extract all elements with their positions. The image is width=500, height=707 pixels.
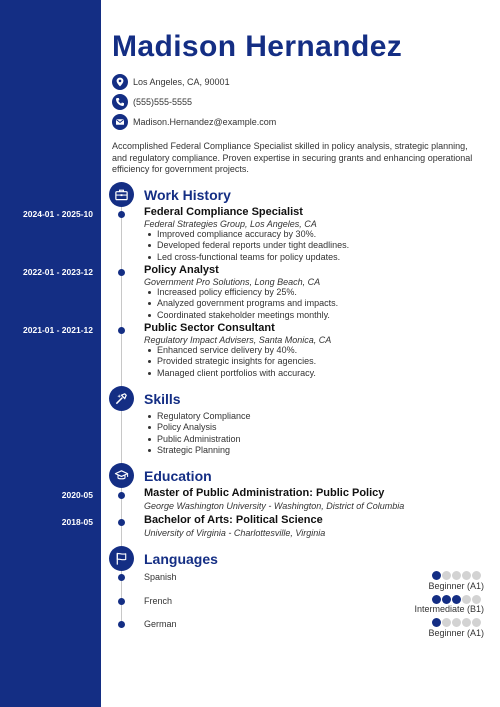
professional-summary: Accomplished Federal Compliance Specialist skilled in policy analysis, strategic planning, and regulatory compliance. Proven expertise in securing grants and enhancing operational efficiency for government projects. bbox=[112, 141, 473, 174]
rating-dot-empty bbox=[442, 571, 451, 580]
rating-dot-empty bbox=[452, 571, 461, 580]
job-3-company: Regulatory Impact Advisers, Santa Monica, CA bbox=[144, 335, 332, 345]
list-item: Policy Analysis bbox=[146, 422, 251, 433]
timeline-dot bbox=[118, 492, 125, 499]
education-2-school: University of Virginia - Charlottesville, Virginia bbox=[144, 528, 326, 538]
flag-icon bbox=[109, 546, 134, 571]
graduation-cap-icon bbox=[109, 463, 134, 488]
rating-dot-empty bbox=[472, 618, 481, 627]
contact-phone bbox=[112, 93, 192, 110]
list-item: Public Administration bbox=[146, 434, 251, 445]
education-1-school: George Washington University - Washington, District of Columbia bbox=[144, 501, 405, 511]
envelope-icon bbox=[112, 114, 128, 130]
timeline-dot bbox=[118, 327, 125, 334]
job-1-duties bbox=[146, 229, 349, 263]
language-3-level: Beginner (A1) bbox=[428, 628, 484, 638]
list-item: Strategic Planning bbox=[146, 445, 251, 456]
rating-dot-empty bbox=[472, 595, 481, 604]
rating-dot-empty bbox=[462, 595, 471, 604]
timeline-dot bbox=[118, 621, 125, 628]
contact-email bbox=[112, 113, 276, 130]
job-1-title: Federal Compliance Specialist bbox=[144, 206, 303, 218]
language-2-name: French bbox=[144, 596, 173, 606]
languages-heading: Languages bbox=[144, 551, 218, 567]
job-2-dates: 2022-01 - 2023-12 bbox=[23, 267, 93, 277]
language-1-name: Spanish bbox=[144, 572, 177, 582]
job-2-company: Government Pro Solutions, Long Beach, CA bbox=[144, 277, 321, 287]
rating-dot-empty bbox=[472, 571, 481, 580]
timeline-dot bbox=[118, 211, 125, 218]
list-item: Managed client portfolios with accuracy. bbox=[146, 368, 316, 379]
language-2-level: Intermediate (B1) bbox=[414, 604, 484, 614]
education-1-date: 2020-05 bbox=[61, 490, 93, 500]
rating-dot-empty bbox=[442, 618, 451, 627]
list-item: Improved compliance accuracy by 30%. bbox=[146, 229, 349, 240]
language-1-level: Beginner (A1) bbox=[428, 581, 484, 591]
list-item: Provided strategic insights for agencies. bbox=[146, 356, 316, 367]
map-pin-icon bbox=[112, 74, 128, 90]
list-item: Increased policy efficiency by 25%. bbox=[146, 287, 338, 298]
list-item: Regulatory Compliance bbox=[146, 411, 251, 422]
rating-dot-filled bbox=[432, 618, 441, 627]
rating-dot-filled bbox=[442, 595, 451, 604]
language-3-name: German bbox=[144, 619, 177, 629]
list-item: Led cross-functional teams for policy updates. bbox=[146, 252, 349, 263]
candidate-name: Madison Hernandez bbox=[112, 30, 403, 63]
location-text: Los Angeles, CA, 90001 bbox=[133, 76, 230, 87]
job-3-title: Public Sector Consultant bbox=[144, 322, 275, 334]
education-2-date: 2018-05 bbox=[61, 517, 93, 527]
contact-location bbox=[112, 73, 230, 90]
job-3-dates: 2021-01 - 2021-12 bbox=[23, 325, 93, 335]
timeline-dot bbox=[118, 519, 125, 526]
list-item: Developed federal reports under tight deadlines. bbox=[146, 240, 349, 251]
rating-dot-filled bbox=[432, 595, 441, 604]
job-2-duties bbox=[146, 287, 338, 321]
sidebar-panel bbox=[0, 0, 101, 707]
skills-icon bbox=[109, 386, 134, 411]
rating-dot-empty bbox=[452, 618, 461, 627]
rating-dot-filled bbox=[432, 571, 441, 580]
phone-text: (555)555-5555 bbox=[133, 96, 193, 107]
education-heading: Education bbox=[144, 468, 212, 484]
timeline-dot bbox=[118, 574, 125, 581]
list-item: Enhanced service delivery by 40%. bbox=[146, 345, 316, 356]
briefcase-icon bbox=[109, 182, 134, 207]
timeline-dot bbox=[118, 269, 125, 276]
job-2-title: Policy Analyst bbox=[144, 264, 219, 276]
phone-icon bbox=[112, 94, 128, 110]
education-1-degree: Master of Public Administration: Public Policy bbox=[144, 487, 385, 499]
list-item: Analyzed government programs and impacts. bbox=[146, 298, 338, 309]
rating-dot-empty bbox=[462, 618, 471, 627]
language-1-rating bbox=[432, 571, 481, 580]
skills-heading: Skills bbox=[144, 391, 181, 407]
rating-dot-filled bbox=[452, 595, 461, 604]
list-item: Coordinated stakeholder meetings monthly. bbox=[146, 310, 338, 321]
email-text[interactable]: Madison.Hernandez@example.com bbox=[133, 116, 277, 127]
job-1-company: Federal Strategies Group, Los Angeles, CA bbox=[144, 219, 317, 229]
skills-list bbox=[146, 411, 251, 456]
job-3-duties bbox=[146, 345, 316, 379]
timeline-dot bbox=[118, 598, 125, 605]
language-2-rating bbox=[432, 595, 481, 604]
job-1-dates: 2024-01 - 2025-10 bbox=[23, 209, 93, 219]
rating-dot-empty bbox=[462, 571, 471, 580]
work-history-heading: Work History bbox=[144, 187, 231, 203]
education-2-degree: Bachelor of Arts: Political Science bbox=[144, 514, 323, 526]
language-3-rating bbox=[432, 618, 481, 627]
